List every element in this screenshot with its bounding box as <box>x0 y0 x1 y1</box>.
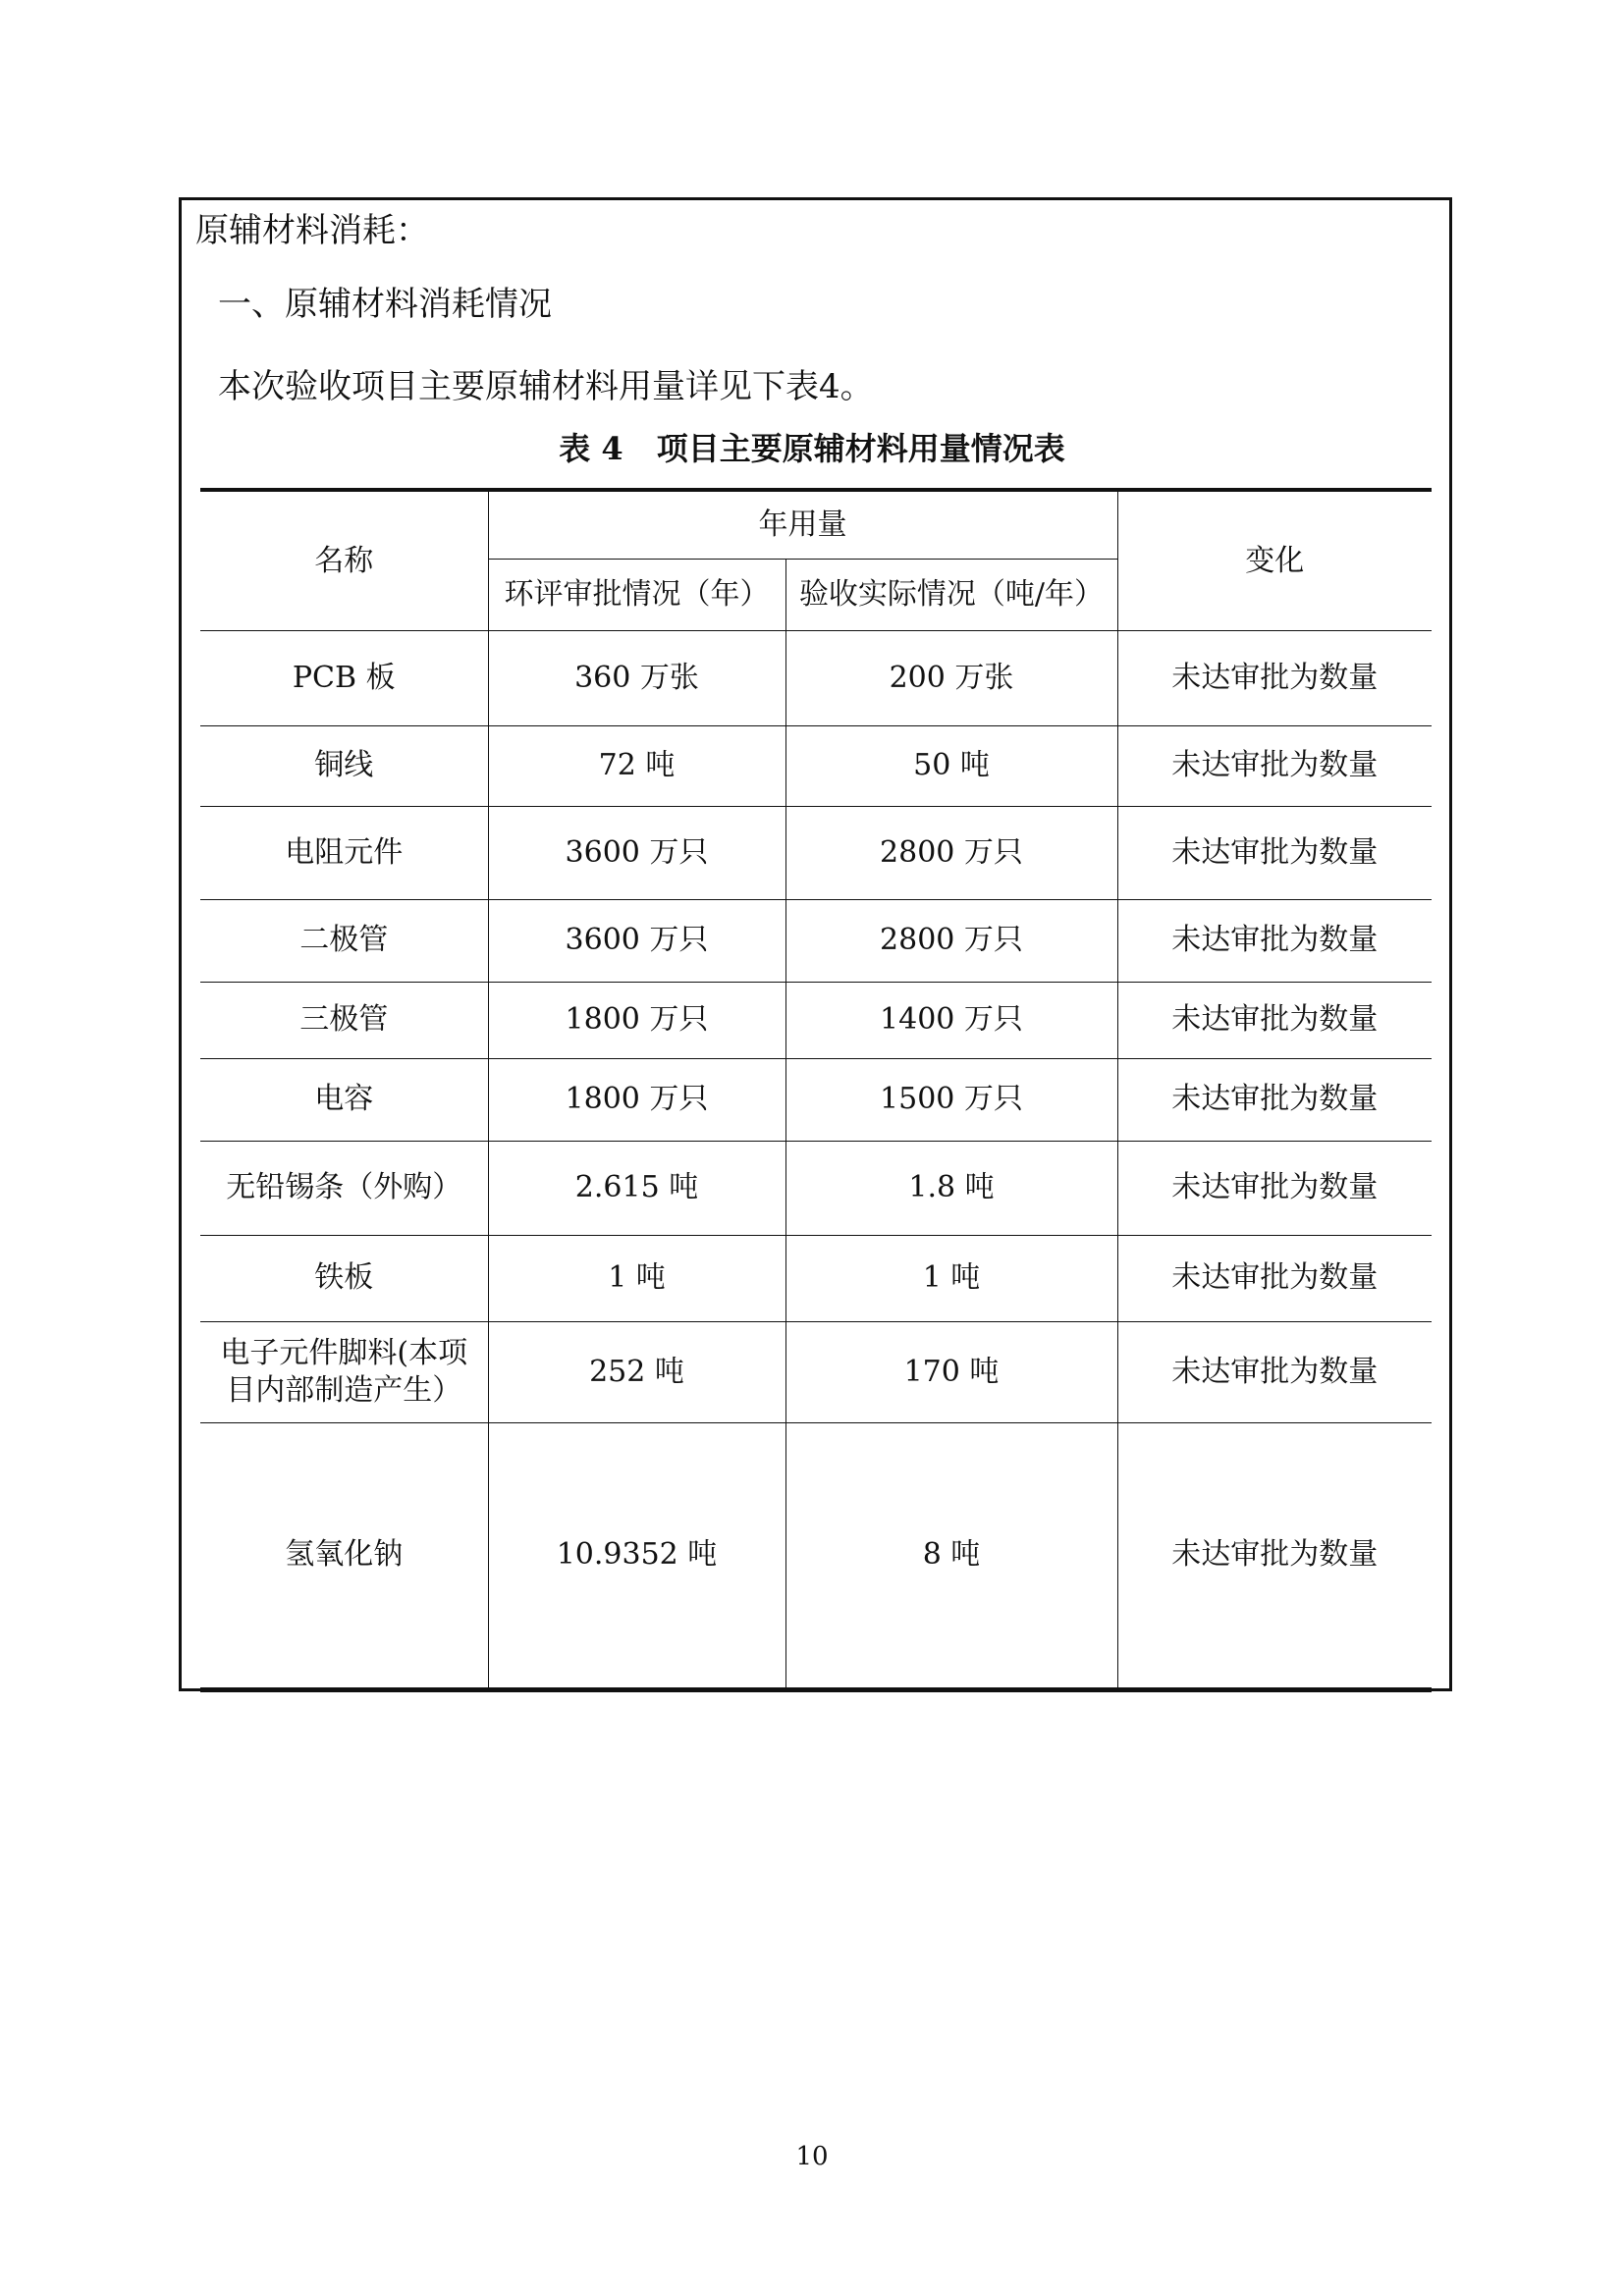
actual-amount: 170 吨 <box>785 1321 1117 1422</box>
actual-amount: 1500 万只 <box>785 1058 1117 1141</box>
material-name-line: 目内部制造产生） <box>226 1372 462 1408</box>
materials-table <box>200 488 1432 1692</box>
approved-amount: 72 吨 <box>488 725 785 806</box>
table-caption <box>0 424 1624 469</box>
change-status: 未达审批为数量 <box>1117 1422 1432 1689</box>
change-status: 未达审批为数量 <box>1117 1141 1432 1235</box>
table-title: 项目主要原辅材料用量情况表 <box>656 430 1065 467</box>
approved-amount: 3600 万只 <box>488 899 785 982</box>
change-status: 未达审批为数量 <box>1117 982 1432 1058</box>
page-number: 10 <box>795 2142 829 2171</box>
approved-amount: 1 吨 <box>488 1235 785 1321</box>
actual-amount: 1400 万只 <box>785 982 1117 1058</box>
approved-amount: 252 吨 <box>488 1321 785 1422</box>
approved-amount: 2.615 吨 <box>488 1141 785 1235</box>
material-name: 电阻元件 <box>200 806 488 899</box>
change-status: 未达审批为数量 <box>1117 899 1432 982</box>
material-name: 无铅锡条（外购） <box>200 1141 488 1235</box>
approved-amount: 3600 万只 <box>488 806 785 899</box>
table-row <box>200 1235 1432 1321</box>
actual-amount: 2800 万只 <box>785 899 1117 982</box>
table-row <box>200 1141 1432 1235</box>
change-status: 未达审批为数量 <box>1117 1058 1432 1141</box>
table-row <box>200 1321 1432 1422</box>
actual-amount: 50 吨 <box>785 725 1117 806</box>
material-name-line: 电子元件脚料(本项 <box>220 1336 468 1370</box>
approved-amount: 1800 万只 <box>488 982 785 1058</box>
header-change: 变化 <box>1117 490 1432 630</box>
section-heading: 原辅材料消耗： <box>195 211 429 250</box>
actual-amount: 1 吨 <box>785 1235 1117 1321</box>
actual-amount: 2800 万只 <box>785 806 1117 899</box>
material-name: 铜线 <box>200 725 488 806</box>
change-status: 未达审批为数量 <box>1117 806 1432 899</box>
header-name: 名称 <box>200 490 488 630</box>
actual-amount: 8 吨 <box>785 1422 1117 1689</box>
subsection-heading: 一、原辅材料消耗情况 <box>218 285 552 324</box>
approved-amount: 360 万张 <box>488 630 785 725</box>
table-row <box>200 806 1432 899</box>
material-name: 二极管 <box>200 899 488 982</box>
material-name: 电容 <box>200 1058 488 1141</box>
intro-paragraph: 本次验收项目主要原辅材料用量详见下表4。 <box>218 367 874 406</box>
change-status: 未达审批为数量 <box>1117 725 1432 806</box>
change-status: 未达审批为数量 <box>1117 630 1432 725</box>
table-row <box>200 1422 1432 1689</box>
table-header-row <box>200 490 1432 559</box>
table-row <box>200 899 1432 982</box>
actual-amount: 200 万张 <box>785 630 1117 725</box>
change-status: 未达审批为数量 <box>1117 1321 1432 1422</box>
table-number: 表 4 <box>559 430 623 467</box>
table-row <box>200 982 1432 1058</box>
material-name: 铁板 <box>200 1235 488 1321</box>
table-row <box>200 725 1432 806</box>
table-row <box>200 1058 1432 1141</box>
header-actual: 验收实际情况（吨/年） <box>785 559 1117 630</box>
approved-amount: 1800 万只 <box>488 1058 785 1141</box>
material-name: 氢氧化钠 <box>200 1422 488 1689</box>
table-row <box>200 630 1432 725</box>
material-name <box>200 1321 488 1422</box>
header-annual-usage: 年用量 <box>488 490 1117 559</box>
approved-amount: 10.9352 吨 <box>488 1422 785 1689</box>
header-approved: 环评审批情况（年） <box>488 559 785 630</box>
actual-amount: 1.8 吨 <box>785 1141 1117 1235</box>
change-status: 未达审批为数量 <box>1117 1235 1432 1321</box>
material-name: 三极管 <box>200 982 488 1058</box>
material-name: PCB 板 <box>200 630 488 725</box>
